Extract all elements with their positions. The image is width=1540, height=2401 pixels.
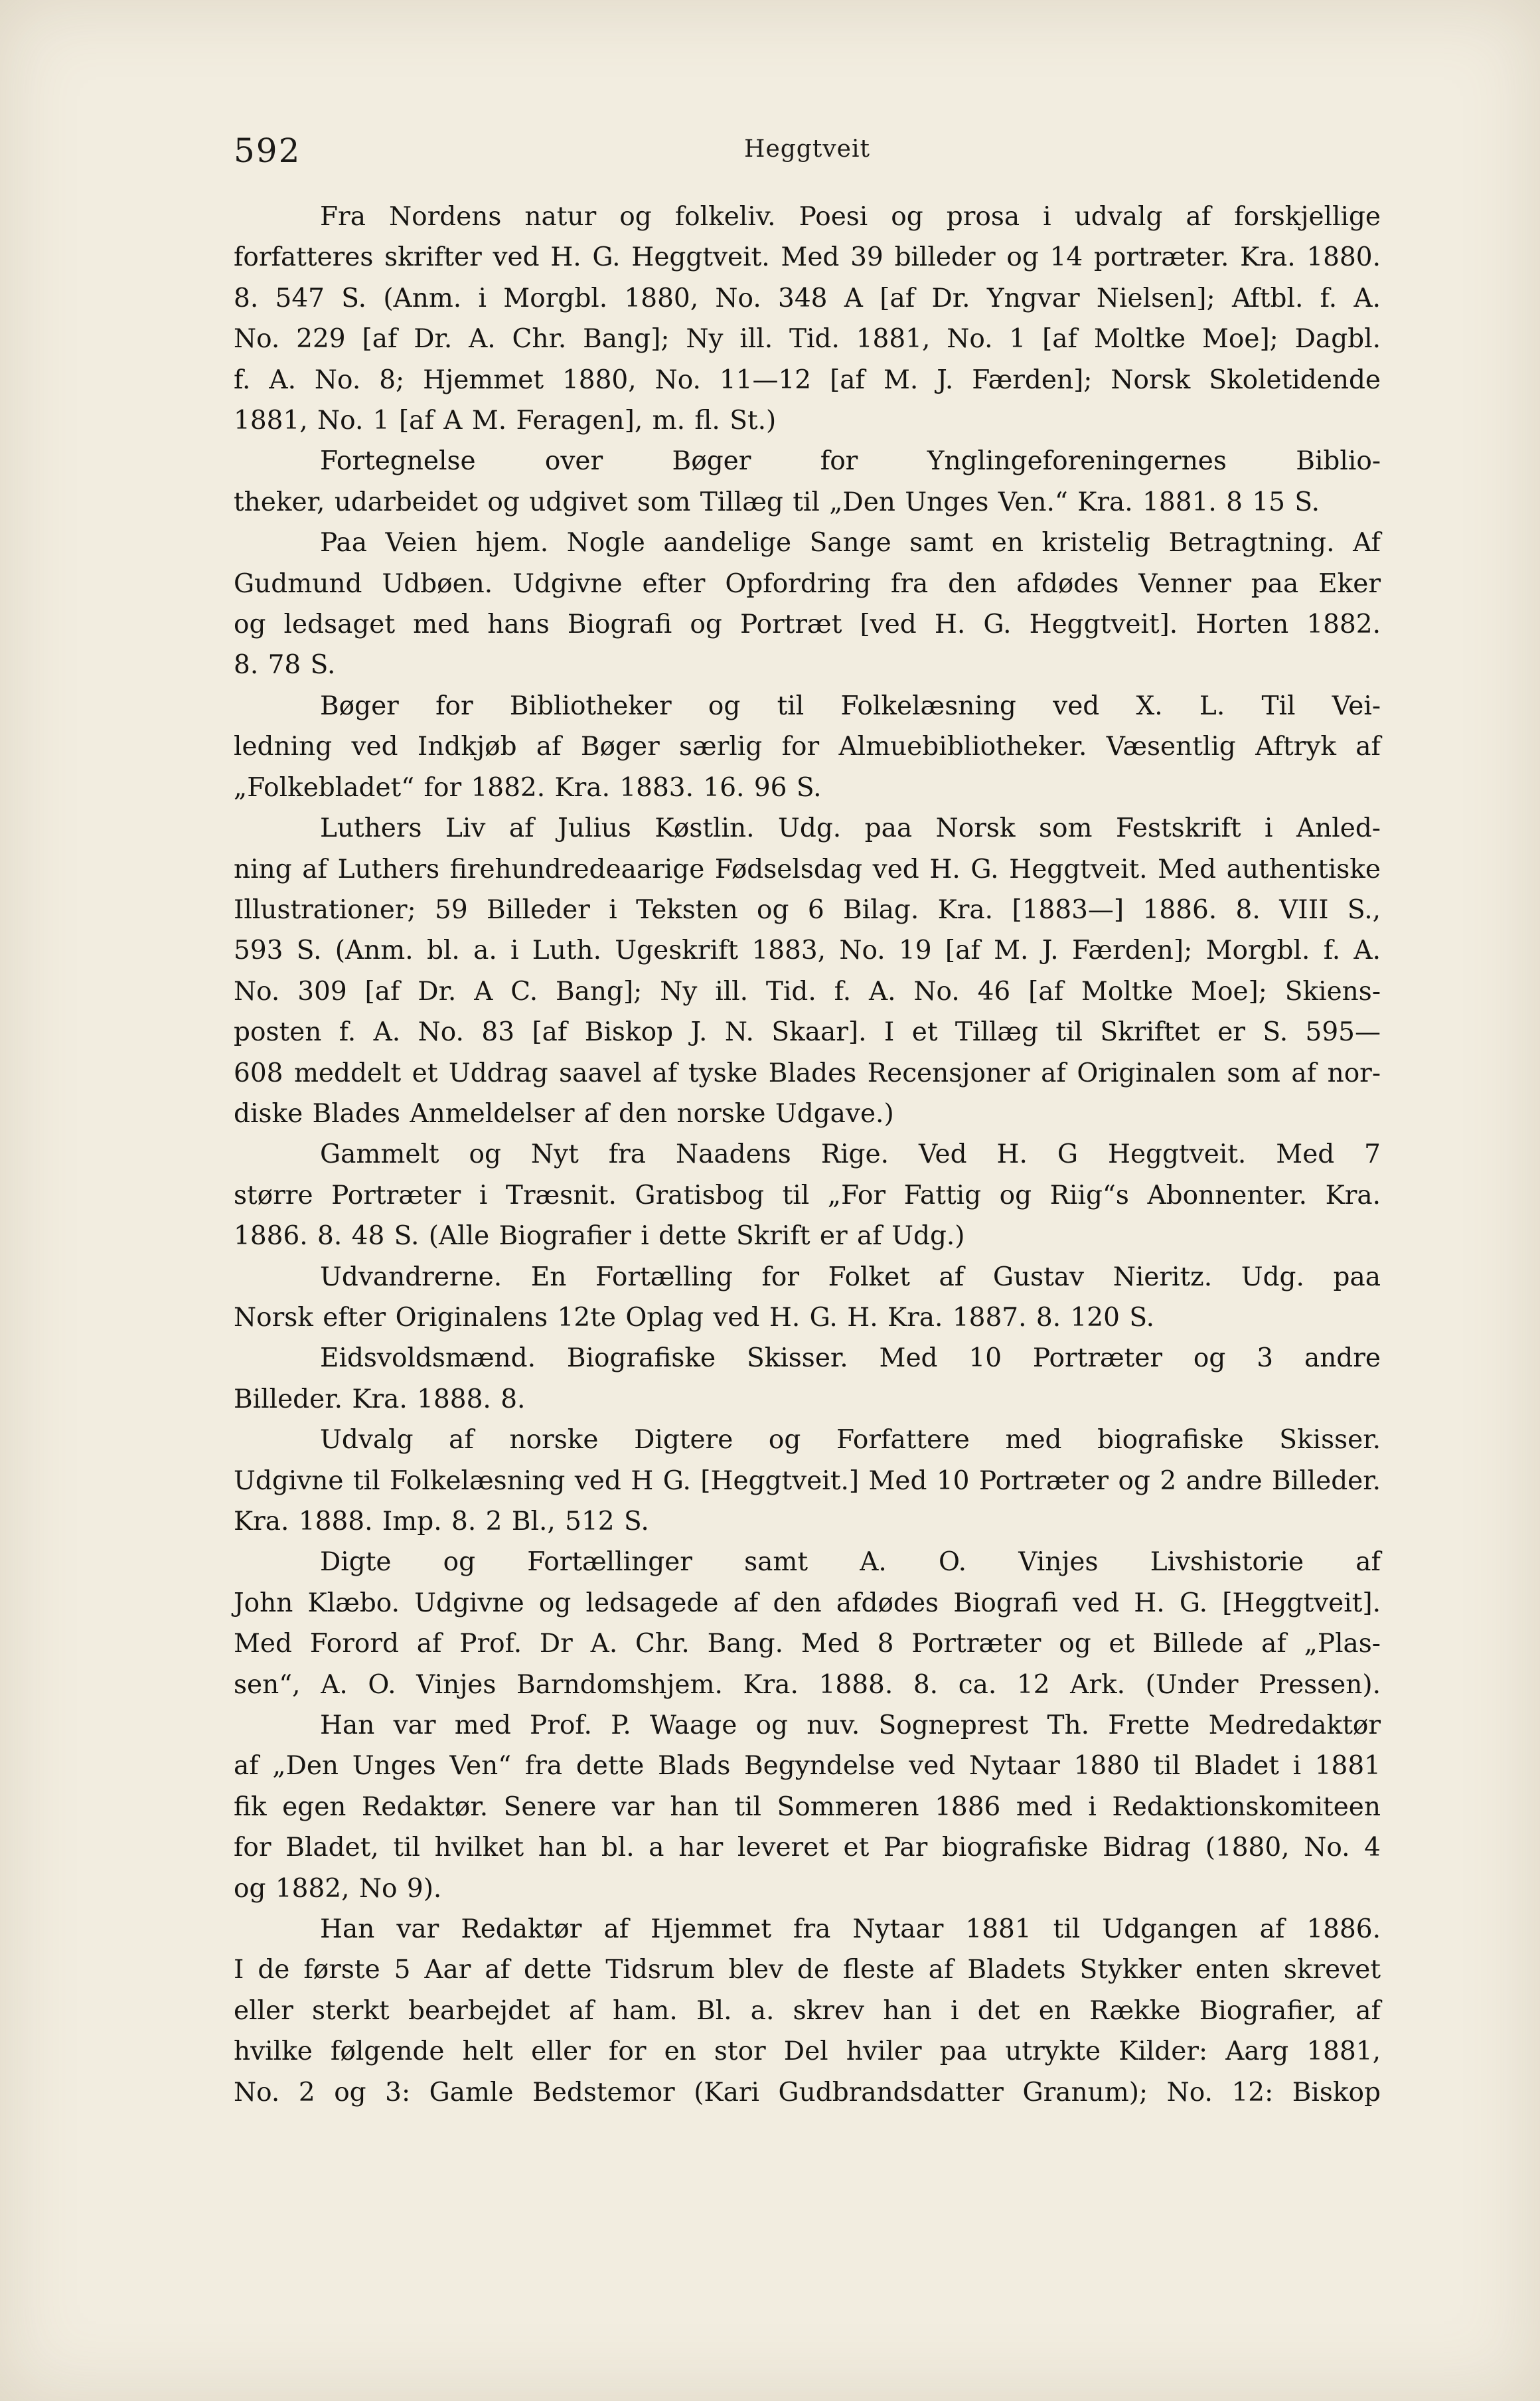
text-line: I de første 5 Aar af dette Tidsrum blev de fleste af Bladets Stykker enten skrevet [234,1955,1381,1985]
text-line: 1881, No. 1 [af A M. Feragen], m. fl. St.) [234,406,777,436]
text-line: Udvandrerne. En Fortælling for Folket af Gustav Nieritz. Udg. paa [320,1262,1381,1292]
text-line: Kra. 1888. Imp. 8. 2 Bl., 512 S. [234,1507,649,1536]
text-line: posten f. A. No. 83 [af Biskop J. N. Skaar]. I et Tillæg til Skriftet er S. 595— [234,1017,1381,1048]
text-line: Paa Veien hjem. Nogle aandelige Sange samt en kristelig Betragtning. Af [320,528,1381,558]
text-line: fik egen Redaktør. Senere var han til Sommeren 1886 med i Redaktionskomiteen [234,1791,1381,1822]
text-line: for Bladet, til hvilket han bl. a har leveret et Par biografiske Bidrag (1880, No. 4 [234,1833,1381,1863]
text-line: større Portræter i Træsnit. Gratisbog til „For Fattig og Riig“s Abonnenter. Kra. [234,1180,1381,1210]
text-line: 608 meddelt et Uddrag saavel af tyske Blades Recensjoner af Originalen som af nor- [234,1058,1381,1088]
text-line: Udgivne til Folkelæsning ved H G. [Heggtveit.] Med 10 Portræter og 2 andre Billeder. [234,1465,1381,1496]
text-line: og 1882, No 9). [234,1873,442,1904]
text-line: sen“, A. O. Vinjes Barndomshjem. Kra. 1888. 8. ca. 12 Ark. (Under Pressen). [234,1669,1381,1700]
text-line: Digte og Fortællinger samt A. O. Vinjes Livshistorie af [320,1547,1381,1578]
text-line: 8. 547 S. (Anm. i Morgbl. 1880, No. 348 A [af Dr. Yngvar Nielsen]; Aftbl. f. A. [234,283,1381,313]
text-line: Gudmund Udbøen. Udgivne efter Opfordring fra den afdødes Venner paa Eker [234,568,1381,599]
text-line: f. A. No. 8; Hjemmet 1880, No. 11—12 [af M. J. Færden]; Norsk Skoletidende [234,365,1381,395]
text-line: Han var med Prof. P. Waage og nuv. Sogneprest Th. Frette Medredaktør [320,1710,1381,1741]
running-head: Heggtveit [744,135,870,163]
text-line: hvilke følgende helt eller for en stor Del hviler paa utrykte Kilder: Aarg 1881, [234,2036,1381,2067]
text-line: Fortegnelse over Bøger for Ynglingeforeningernes Biblio- [320,446,1381,477]
page-header [234,131,1381,178]
text-line: Med Forord af Prof. Dr A. Chr. Bang. Med 8 Portræter og et Billede af „Plas- [234,1629,1381,1659]
text-line: Billeder. Kra. 1888. 8. [234,1384,526,1414]
page-number: 592 [234,131,301,170]
text-line: 1886. 8. 48 S. (Alle Biografier i dette Skrift er af Udg.) [234,1221,965,1252]
text-line: af „Den Unges Ven“ fra dette Blads Begyndelse ved Nytaar 1880 til Bladet i 1881 [234,1751,1381,1781]
text-line: Illustrationer; 59 Billeder i Teksten og 6 Bilag. Kra. [1883—] 1886. 8. VIII S., [234,894,1381,925]
text-line: Norsk efter Originalens 12te Oplag ved H. G. H. Kra. 1887. 8. 120 S. [234,1302,1155,1333]
text-line: 593 S. (Anm. bl. a. i Luth. Ugeskrift 1883, No. 19 [af M. J. Færden]; Morgbl. f. A. [234,936,1381,966]
text-line: Bøger for Bibliotheker og til Folkelæsning ved X. L. Til Vei- [320,691,1381,721]
text-line: Luthers Liv af Julius Køstlin. Udg. paa Norsk som Festskrift i Anled- [320,813,1381,844]
text-line: forfatteres skrifter ved H. G. Heggtveit. Med 39 billeder og 14 portræter. Kra. 1880. [234,242,1381,273]
text-line: ning af Luthers firehundredeaarige Fødselsdag ved H. G. Heggtveit. Med authentiske [234,854,1381,884]
text-line: Gammelt og Nyt fra Naadens Rige. Ved H. G Heggtveit. Med 7 [320,1139,1381,1170]
text-line: ledning ved Indkjøb af Bøger særlig for Almuebibliotheker. Væsentlig Aftryk af [234,732,1381,762]
text-line: eller sterkt bearbejdet af ham. Bl. a. skrev han i det en Række Biografier, af [234,1995,1381,2026]
text-line: Fra Nordens natur og folkeliv. Poesi og prosa i udvalg af forskjellige [320,202,1381,232]
text-line: Han var Redaktør af Hjemmet fra Nytaar 1881 til Udgangen af 1886. [320,1914,1381,1945]
bibliography-text [234,197,1381,2113]
text-line: Eidsvoldsmænd. Biografiske Skisser. Med 10 Portræter og 3 andre [320,1343,1381,1374]
text-line: No. 2 og 3: Gamle Bedstemor (Kari Gudbrandsdatter Granum); No. 12: Biskop [234,2077,1381,2108]
text-line: og ledsaget med hans Biografi og Portræt [ved H. G. Heggtveit]. Horten 1882. [234,610,1381,640]
text-line: John Klæbo. Udgivne og ledsagede af den afdødes Biografi ved H. G. [Heggtveit]. [234,1588,1381,1618]
text-line: diske Blades Anmeldelser af den norske Udgave.) [234,1098,894,1129]
text-line: No. 309 [af Dr. A C. Bang]; Ny ill. Tid. f. A. No. 46 [af Moltke Moe]; Skiens- [234,976,1381,1007]
text-line: Udvalg af norske Digtere og Forfattere med biografiske Skisser. [320,1425,1381,1455]
text-line: 8. 78 S. [234,650,336,681]
text-line: No. 229 [af Dr. A. Chr. Bang]; Ny ill. Tid. 1881, No. 1 [af Moltke Moe]; Dagbl. [234,324,1381,355]
text-line: theker, udarbeidet og udgivet som Tillæg til „Den Unges Ven.“ Kra. 1881. 8 15 S. [234,487,1320,517]
text-line: „Folkebladet“ for 1882. Kra. 1883. 16. 96 S. [234,772,822,803]
